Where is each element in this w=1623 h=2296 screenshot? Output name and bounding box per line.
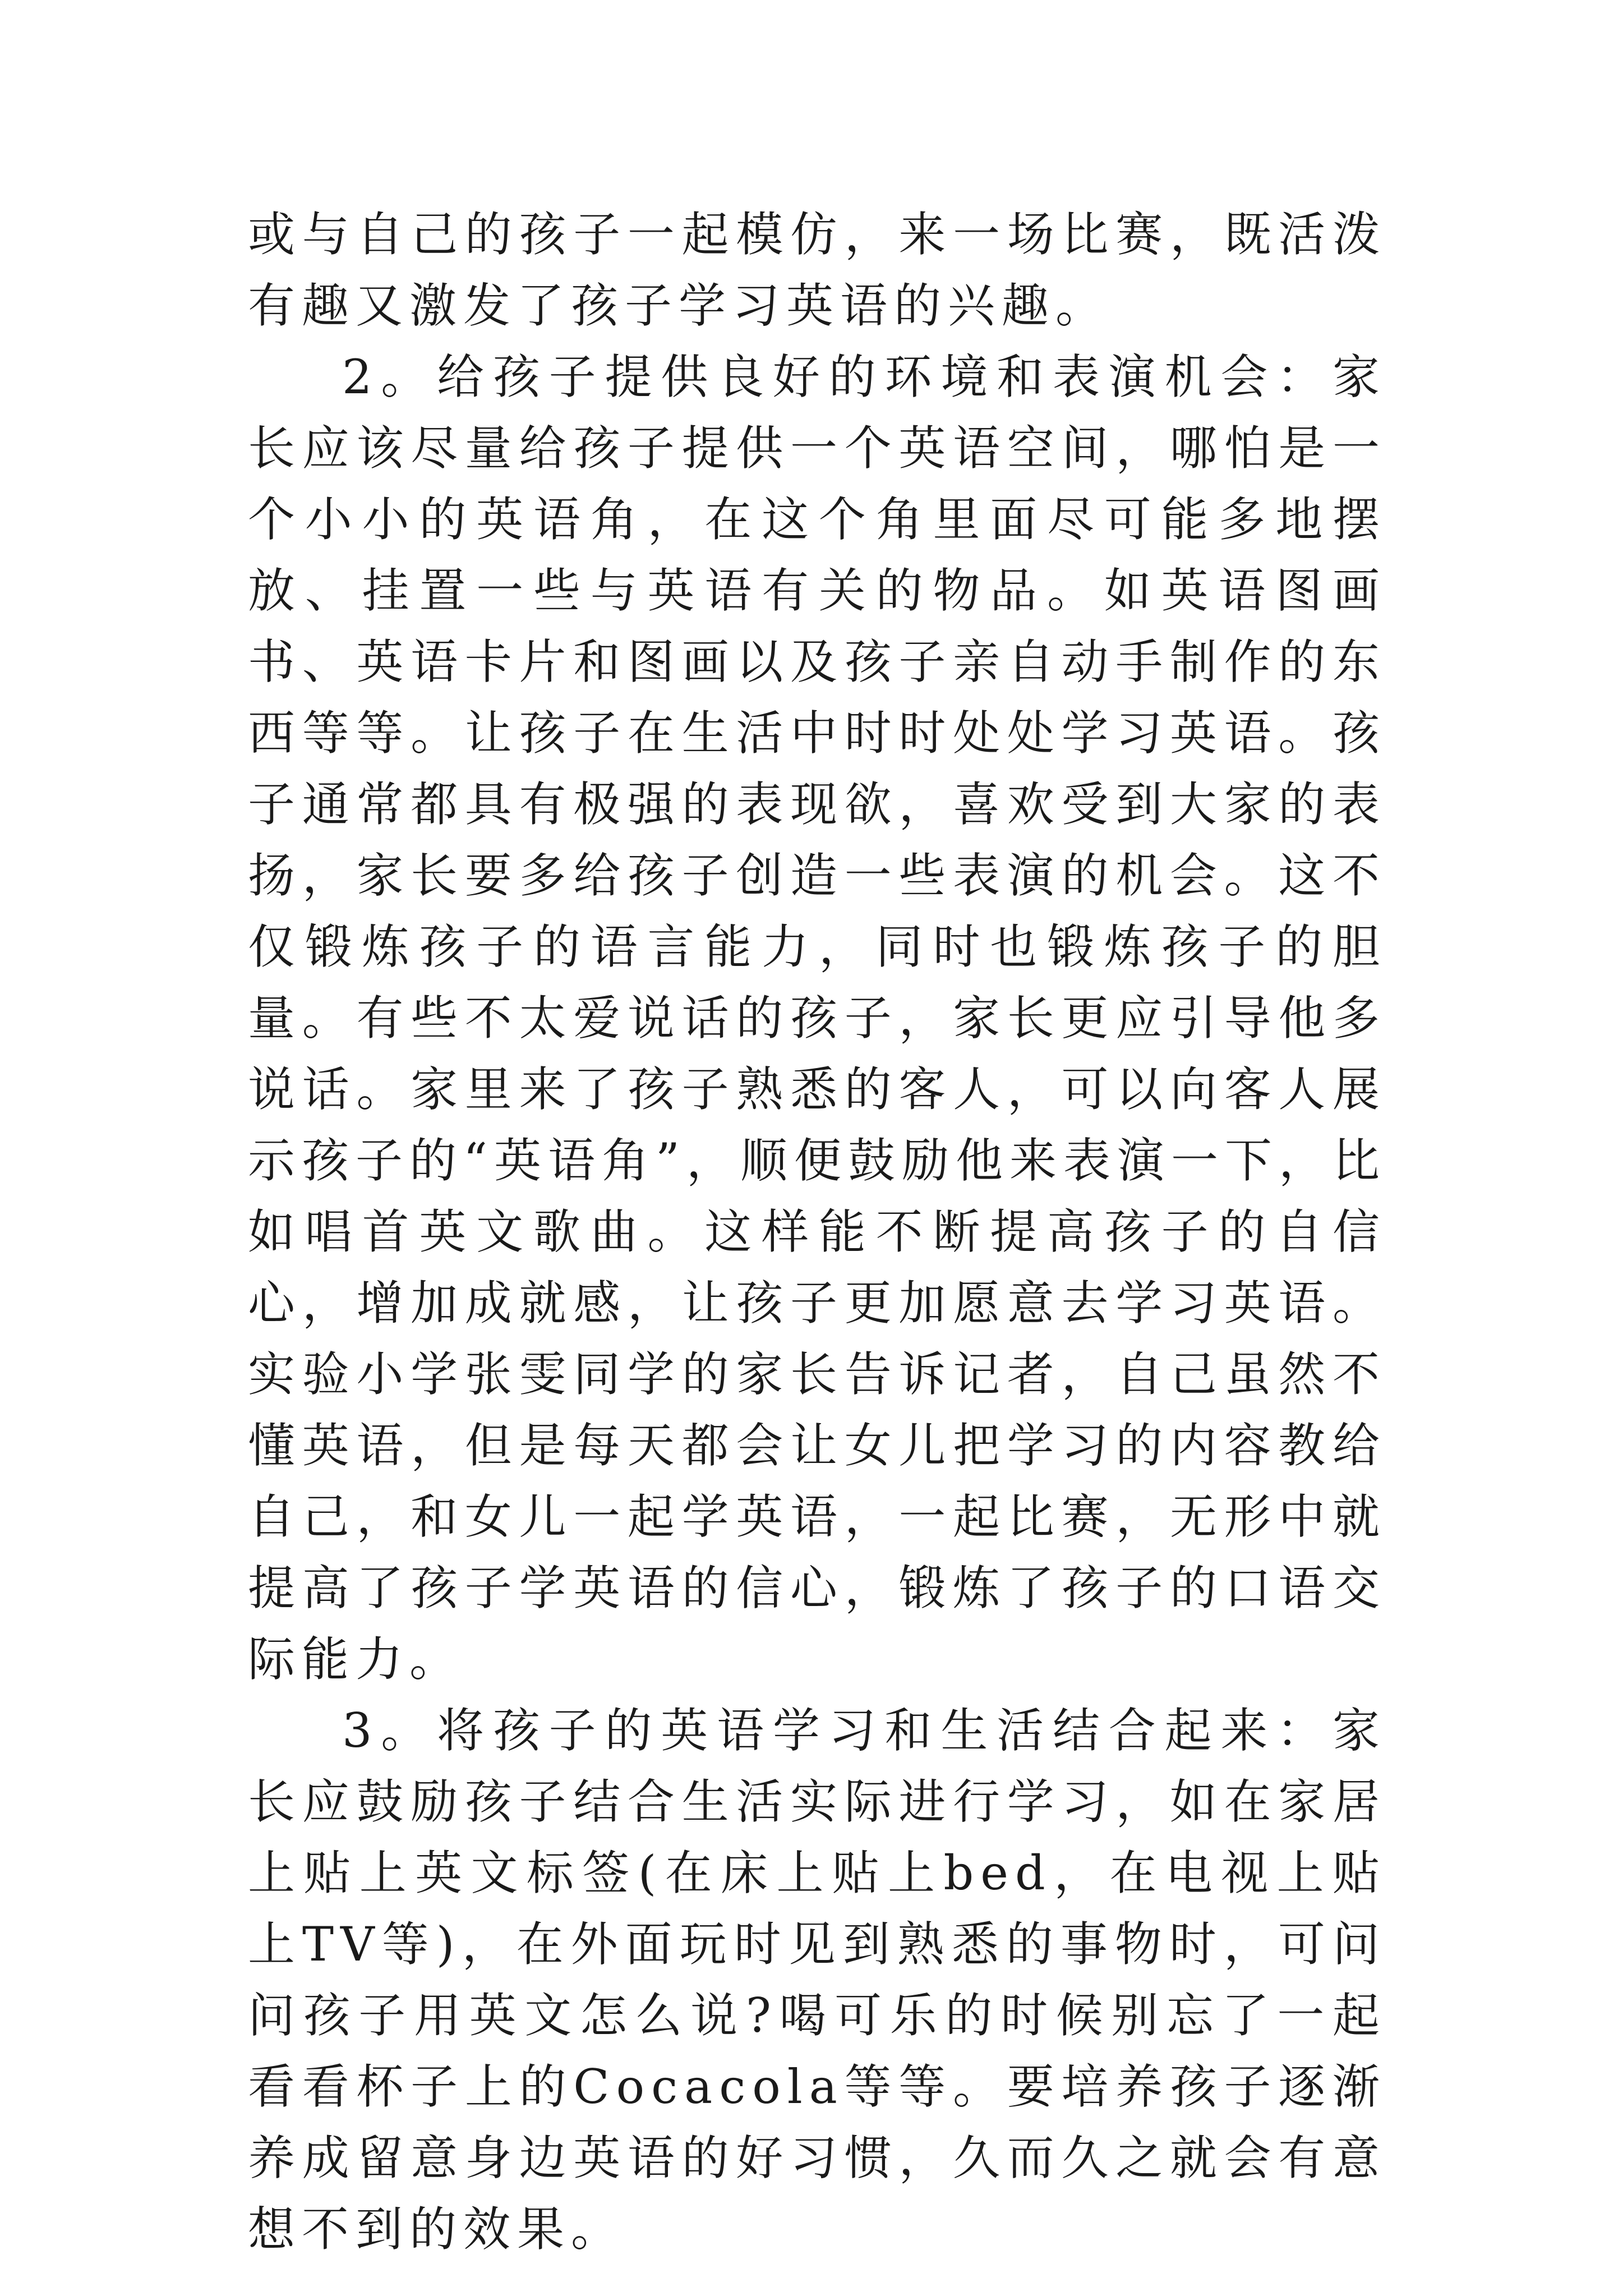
document-body bbox=[248, 199, 1386, 2265]
paragraph-combine-with-life: 3。将孩子的英语学习和生活结合起来：家长应鼓励孩子结合生活实际进行学习，如在家居上贴上英文标签(在床上贴上bed，在电视上贴上TV等)，在外面玩时见到熟悉的事物时，可问问孩子用英文怎么说?喝可乐的时候别忘了一起看看杯子上的Cocacola等等。要培养孩子逐渐养成留意身边英语的好习惯，久而久之就会有意想不到的效果。 bbox=[248, 1703, 1386, 2257]
paragraph-environment-and-performance: 2。给孩子提供良好的环境和表演机会：家长应该尽量给孩子提供一个英语空间，哪怕是一个小小的英语角，在这个角里面尽可能多地摆放、挂置一些与英语有关的物品。如英语图画书、英语卡片和图画以及孩子亲自动手制作的东西等等。让孩子在生活中时时处处学习英语。孩子通常都具有极强的表现欲，喜欢受到大家的表扬，家长要多给孩子创造一些表演的机会。这不仅锻炼孩子的语言能力，同时也锻炼孩子的胆量。有些不太爱说话的孩子，家长更应引导他多说话。家里来了孩子熟悉的客人，可以向客人展示孩子的“英语角”，顺便鼓励他来表演一下，比如唱首英文歌曲。这样能不断提高孩子的自信心，增加成就感，让孩子更加愿意去学习英语。实验小学张雯同学的家长告诉记者，自己虽然不懂英语，但是每天都会让女儿把学习的内容教给自己，和女儿一起学英语，一起比赛，无形中就提高了孩子学英语的信心，锻炼了孩子的口语交际能力。 bbox=[248, 349, 1386, 1687]
paragraph-continuation: 或与自己的孩子一起模仿，来一场比赛，既活泼有趣又激发了孩子学习英语的兴趣。 bbox=[248, 207, 1386, 333]
